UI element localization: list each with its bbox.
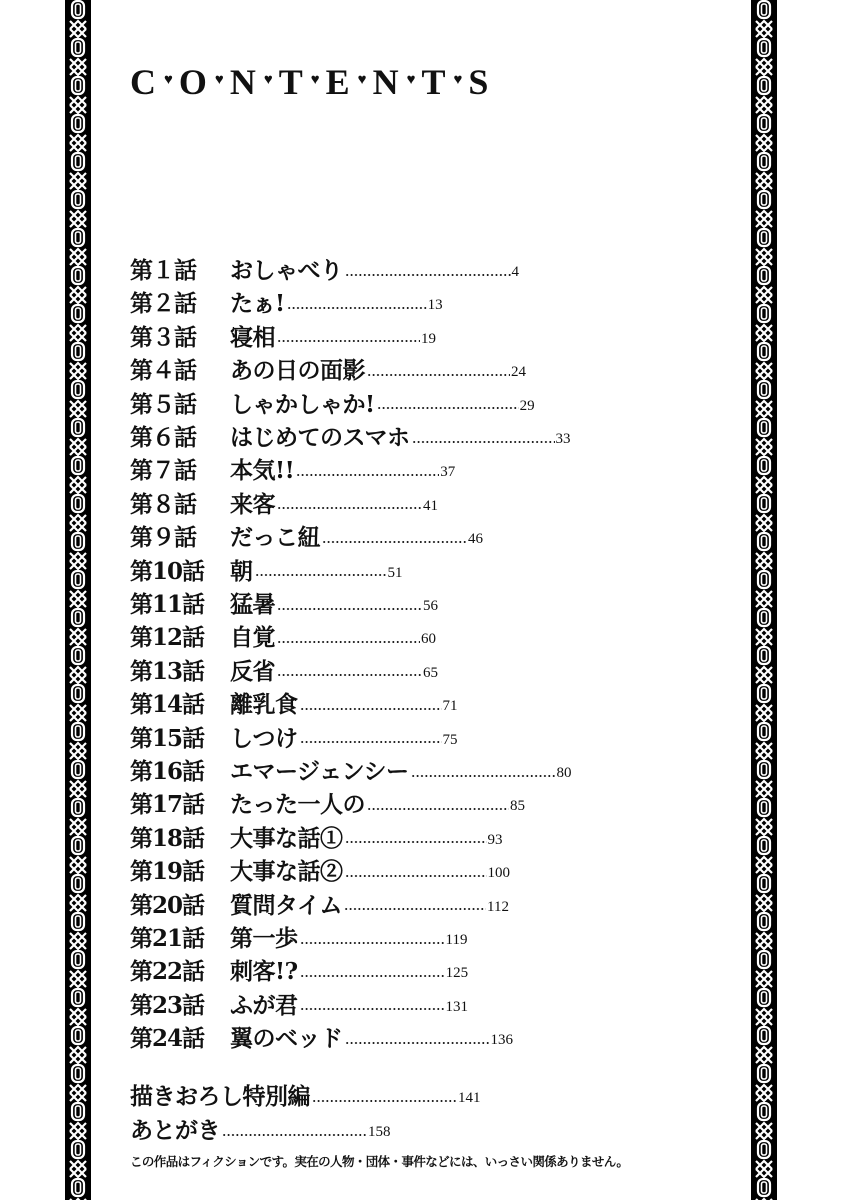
chapter-title: 第一歩 <box>230 925 298 952</box>
dot-leader <box>300 741 442 743</box>
chapter-number: 第21話 <box>130 925 205 952</box>
page-number: 51 <box>387 564 403 581</box>
page-number: 65 <box>423 664 438 681</box>
page-number: 71 <box>442 698 458 715</box>
page-number: 158 <box>368 1124 391 1140</box>
title-letter: N <box>372 62 399 102</box>
page-number: 56 <box>423 598 438 614</box>
title-letter: T <box>421 62 446 102</box>
dot-leader <box>367 808 509 810</box>
heart-icon: ♥ <box>406 71 416 88</box>
toc-entry[interactable] <box>130 1020 513 1053</box>
title-letter: S <box>468 62 489 102</box>
heart-icon: ♥ <box>263 71 273 88</box>
chapter-title: 本気!! <box>230 457 295 485</box>
toc-entry[interactable] <box>130 619 436 652</box>
heart-icon: ♥ <box>453 71 463 88</box>
chapter-title: だっこ紐 <box>230 524 320 552</box>
toc-entry[interactable] <box>130 686 458 719</box>
chapter-title: 寝相 <box>230 323 275 351</box>
title-letter: E <box>325 62 350 102</box>
page-number: 131 <box>445 998 468 1015</box>
page-number: 112 <box>487 898 509 915</box>
toc-entry[interactable] <box>130 753 572 786</box>
chapter-number: 第17話 <box>130 791 205 819</box>
chapter-number: 第３話 <box>130 323 196 351</box>
chapter-number: 第６話 <box>130 424 196 451</box>
page-number: 13 <box>427 297 443 314</box>
decorative-border-right <box>751 0 777 1200</box>
dot-leader <box>277 674 422 676</box>
dot-leader <box>300 942 445 944</box>
chapter-number: 第２話 <box>130 290 196 318</box>
chapter-number: 第23話 <box>130 991 205 1019</box>
toc-entry[interactable] <box>130 953 468 986</box>
page-number: 100 <box>487 865 510 882</box>
dot-leader <box>367 374 510 376</box>
chapter-number: 第14話 <box>130 691 205 719</box>
page-number: 37 <box>440 464 456 481</box>
dot-leader <box>344 908 486 910</box>
page-number: 41 <box>423 497 438 514</box>
dot-leader <box>377 407 519 409</box>
chapter-number: 第19話 <box>130 858 205 886</box>
chapter-title: 大事な話② <box>230 858 343 886</box>
dot-leader <box>277 340 420 342</box>
dot-leader <box>300 708 442 710</box>
heart-icon: ♥ <box>214 71 224 88</box>
dot-leader <box>345 274 511 276</box>
chapter-number: 第16話 <box>130 758 205 785</box>
chapter-title: 離乳食 <box>230 691 298 719</box>
page-number: 33 <box>555 431 571 447</box>
heart-icon: ♥ <box>357 71 367 88</box>
heart-icon: ♥ <box>310 71 320 88</box>
title-letter: T <box>278 62 303 102</box>
extra-title: 描きおろし特別編 <box>130 1083 310 1110</box>
chapter-title: しつけ <box>230 724 298 752</box>
toc-entry[interactable] <box>130 653 438 686</box>
dot-leader <box>277 608 422 610</box>
page-number: 46 <box>468 531 483 548</box>
toc-entry[interactable] <box>130 285 443 318</box>
page-number: 141 <box>458 1090 481 1106</box>
page-number: 119 <box>445 932 468 948</box>
chapter-number: 第22話 <box>130 958 205 986</box>
chapter-title: エマージェンシー <box>230 758 409 785</box>
chapter-number: 第24話 <box>130 1025 205 1053</box>
chapter-number: 第15話 <box>130 724 205 752</box>
chapter-number: 第11話 <box>130 591 205 618</box>
chapter-title: 質問タイム <box>230 891 343 919</box>
chapter-title: 反省 <box>230 657 275 685</box>
page-number: 136 <box>490 1032 513 1049</box>
toc-entry[interactable] <box>130 252 519 285</box>
toc-entry[interactable] <box>130 920 467 953</box>
toc-entry[interactable] <box>130 386 535 419</box>
chapter-title: あの日の面影 <box>230 357 365 385</box>
dot-leader <box>345 875 487 877</box>
toc-entry[interactable] <box>130 987 468 1020</box>
chapter-number: 第４話 <box>130 357 196 385</box>
chapter-title: 刺客!? <box>230 958 298 986</box>
page-title <box>130 60 488 104</box>
chapter-number: 第12話 <box>130 624 205 652</box>
chapter-title: 翼のベッド <box>230 1025 343 1053</box>
chapter-number: 第10話 <box>130 557 205 585</box>
dot-leader <box>312 1100 457 1102</box>
toc-extra-entry[interactable] <box>130 1078 481 1111</box>
chapter-number: 第20話 <box>130 891 205 919</box>
chapter-title: おしゃべり <box>230 257 343 284</box>
dot-leader <box>345 841 487 843</box>
page-number: 24 <box>511 364 526 381</box>
chapter-number: 第18話 <box>130 824 205 852</box>
fiction-disclaimer: この作品はフィクションです。実在の人物・団体・事件などには、いっさい関係ありません。 <box>130 1154 629 1169</box>
page-number: 19 <box>421 330 436 347</box>
toc-entry[interactable] <box>130 553 403 586</box>
dot-leader <box>277 641 420 643</box>
title-letter: C <box>130 62 156 102</box>
chapter-title: たった一人の <box>230 791 365 819</box>
page-number: 93 <box>487 831 503 848</box>
chapter-title: 大事な話① <box>230 824 343 852</box>
chapter-number: 第５話 <box>130 390 196 418</box>
page-number: 80 <box>556 765 572 781</box>
chapter-number: 第９話 <box>130 524 196 552</box>
toc-entry[interactable] <box>130 419 571 452</box>
chapter-number: 第１話 <box>130 257 196 284</box>
toc-entry[interactable] <box>130 486 438 519</box>
toc-entry[interactable] <box>130 853 510 886</box>
toc-entry[interactable] <box>130 820 503 853</box>
toc-entry[interactable] <box>130 452 455 485</box>
dot-leader <box>300 1008 445 1010</box>
chapter-title: たぁ! <box>230 290 285 318</box>
page-number: 29 <box>519 397 535 414</box>
page-number: 75 <box>442 731 458 748</box>
page-number: 85 <box>510 798 525 815</box>
chapter-title: はじめてのスマホ <box>230 424 410 451</box>
dot-leader <box>287 307 427 309</box>
dot-leader <box>255 574 387 576</box>
title-letter: O <box>178 62 207 102</box>
chapter-number: 第13話 <box>130 657 205 685</box>
dot-leader <box>277 507 422 509</box>
chapter-title: 自覚 <box>230 624 275 652</box>
heart-icon: ♥ <box>164 71 173 88</box>
title-letter: N <box>229 62 256 102</box>
chapter-title: 朝 <box>230 557 253 585</box>
toc-entry[interactable] <box>130 720 458 753</box>
dot-leader <box>345 1042 490 1044</box>
dot-leader <box>296 474 439 476</box>
extra-title: あとがき <box>130 1117 220 1144</box>
dot-leader <box>322 541 467 543</box>
chapter-title: しゃかしゃか! <box>230 390 375 418</box>
dot-leader <box>411 775 556 777</box>
toc-entry[interactable] <box>130 319 436 352</box>
chapter-number: 第７話 <box>130 457 196 485</box>
dot-leader <box>300 975 445 977</box>
page-number: 60 <box>421 631 436 648</box>
chapter-title: 来客 <box>230 490 275 518</box>
toc-entry[interactable] <box>130 352 526 385</box>
dot-leader <box>412 441 555 443</box>
chapter-title: 猛暑 <box>230 591 275 618</box>
toc-entry[interactable] <box>130 887 509 920</box>
toc-entry[interactable] <box>130 586 438 619</box>
dot-leader <box>222 1134 367 1136</box>
chapter-number: 第８話 <box>130 490 196 518</box>
decorative-border-left <box>65 0 91 1200</box>
toc-entry[interactable] <box>130 786 525 819</box>
chain-pattern-icon <box>65 0 91 1200</box>
toc-extra-entry[interactable] <box>130 1112 391 1145</box>
chapter-title: ふが君 <box>230 991 298 1019</box>
toc-entry[interactable] <box>130 519 483 552</box>
page-number: 125 <box>445 965 469 982</box>
chain-pattern-icon <box>751 0 777 1200</box>
page-number: 4 <box>511 264 519 280</box>
